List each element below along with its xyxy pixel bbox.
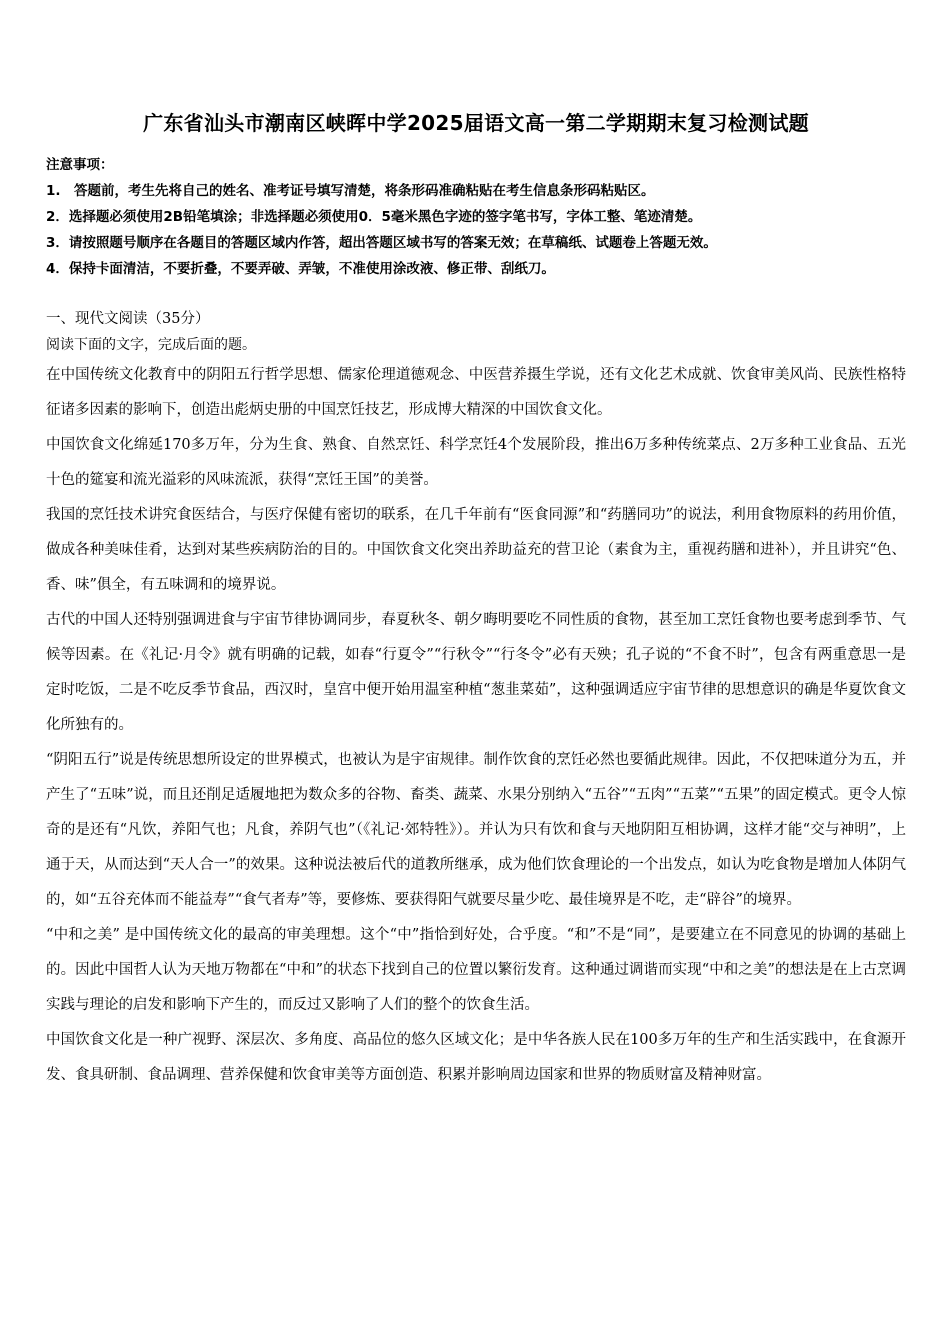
passage-paragraph: “阴阳五行”说是传统思想所设定的世界模式，也被认为是宇宙规律。制作饮食的烹饪必然也要循此规律。因此，不仅把味道分为五，并产生了“五味”说，而且还削足适履地把为数众多的谷物、畜类、蔬菜、水果分别纳入“五谷”“五肉”“五菜”“五果”的固定模式。更令人惊奇的是还有“凡饮，养阳气也；凡食，养阴气也”（《礼记·郊特牲》）。并认为只有饮和食与天地阴阳互相协调，这样才能“交与神明”，上通于天，从而达到“天人合一”的效果。这种说法被后代的道教所继承，成为他们饮食理论的一个出发点，如认为吃食物是增加人体阴气的，如“五谷充体而不能益寿”“食气者寿”等，要修炼、要获得阳气就要尽量少吃、最佳境界是不吃，走“辟谷”的境界。 [46,752,906,908]
passage-paragraph: “中和之美” 是中国传统文化的最高的审美理想。这个“中”指恰到好处，合乎度。“和”不是“同”，是要建立在不同意见的协调的基础上的。因此中国哲人认为天地万物都在“中和”的状态下找到自己的位置以繁衍发育。这种通过调谐而实现“中和之美”的想法是在上古烹调实践与理论的启发和影响下产生的，而反过又影响了人们的整个的饮食生活。 [46,927,906,1013]
passage-paragraph: 在中国传统文化教育中的阴阳五行哲学思想、儒家伦理道德观念、中医营养摄生学说，还有文化艺术成就、饮食审美风尚、民族性格特征诸多因素的影响下，创造出彪炳史册的中国烹饪技艺，形成博大精深的中国饮食文化。 [46,367,906,418]
passage-paragraph: 古代的中国人还特别强调进食与宇宙节律协调同步，春夏秋冬、朝夕晦明要吃不同性质的食物，甚至加工烹饪食物也要考虑到季节、气候等因素。在《礼记·月令》就有明确的记载，如春“行夏令”“行秋令”“行冬令”必有天殃；孔子说的“不食不时”，包含有两重意思一是定时吃饭，二是不吃反季节食品，西汉时，皇宫中便开始用温室种植“葱韭菜茹”，这种强调适应宇宙节律的思想意识的确是华夏饮食文化所独有的。 [46,612,906,733]
passage-paragraph: 中国饮食文化绵延170多万年，分为生食、熟食、自然烹饪、科学烹饪4个发展阶段，推出6万多种传统菜点、2万多种工业食品、五光十色的筵宴和流光溢彩的风味流派，获得“烹饪王国”的美誉。 [46,437,906,488]
passage-paragraph: 我国的烹饪技术讲究食医结合，与医疗保健有密切的联系，在几千年前有“医食同源”和“药膳同功”的说法，利用食物原料的药用价值，做成各种美味佳肴，达到对某些疾病防治的目的。中国饮食文化突出养助益充的营卫论（素食为主，重视药膳和进补），并且讲究“色、香、味”俱全，有五味调和的境界说。 [46,507,906,593]
passage-paragraph: 中国饮食文化是一种广视野、深层次、多角度、高品位的悠久区域文化；是中华各族人民在100多万年的生产和生活实践中，在食源开发、食具研制、食品调理、营养保健和饮食审美等方面创造、积累并影响周边国家和世界的物质财富及精神财富。 [46,1032,906,1083]
notice-item: 1. 答题前，考生先将自己的姓名、准考证号填写清楚，将条形码准确粘贴在考生信息条形码粘贴区。 [46,183,655,199]
reading-section [46,306,906,1093]
notice-item: 2．选择题必须使用2B铅笔填涂；非选择题必须使用0．5毫米黑色字迹的签字笔书写，字体工整、笔迹清楚。 [46,209,702,225]
notice-item: 3．请按照题号顺序在各题目的答题区域内作答，超出答题区域书写的答案无效；在草稿纸、试题卷上答题无效。 [46,235,717,251]
document-page [46,108,906,1093]
section-heading: 一、现代文阅读（35分） [46,311,210,327]
notice-block [46,152,906,282]
notice-heading: 注意事项： [46,157,114,173]
document-title: 广东省汕头市潮南区峡晖中学2025届语文高一第二学期期末复习检测试题 [143,111,809,135]
section-instruction: 阅读下面的文字，完成后面的题。 [46,337,256,353]
notice-item: 4．保持卡面清洁，不要折叠，不要弄破、弄皱，不准使用涂改液、修正带、刮纸刀。 [46,261,555,277]
